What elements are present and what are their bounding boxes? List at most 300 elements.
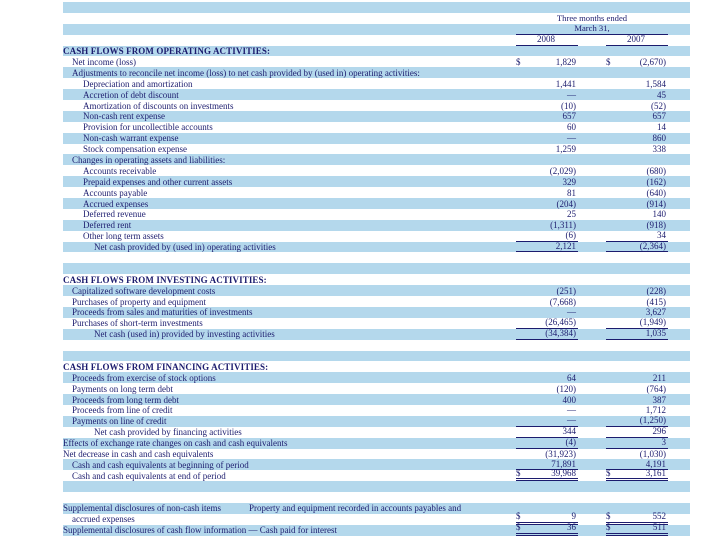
right-margin [668,35,690,46]
column-gap [578,242,606,253]
label-text: Capitalized software development costs [72,285,216,296]
amount: 39,968 [551,467,576,478]
value-2007 [606,67,668,78]
amount: (640) [646,187,666,198]
column-gap [578,416,606,427]
right-margin [668,100,690,111]
row-values [516,449,668,460]
row-label [63,438,516,448]
table-row [63,318,690,329]
value-2007 [606,416,668,427]
row-values [516,111,668,122]
amount: (764) [646,383,666,394]
amount: 64 [567,372,576,383]
label-text: Payments on line of credit [72,416,167,427]
row-values [516,405,668,416]
label-text: Net cash provided by financing activities [94,427,242,438]
dollar-sign: $ [516,522,521,533]
table-row [63,133,690,144]
table-row [63,383,690,394]
table-row [63,296,690,307]
row-values [516,522,668,536]
amount: 338 [652,144,666,155]
row-values [516,46,668,57]
value-2008 [516,285,578,296]
value-2007 [606,89,668,100]
amount: (204) [556,198,576,209]
column-gap [578,176,606,187]
row-label [63,133,516,143]
value-2007 [606,372,668,383]
value-2008 [516,78,578,89]
label-text: Amortization of discounts on investments [83,100,234,111]
right-margin [668,459,690,470]
value-2007 [606,427,668,438]
dollar-sign: $ [606,56,611,67]
column-gap [578,89,606,100]
table-row [63,372,690,383]
row-values [516,231,668,242]
label-text: accrued expenses [72,514,135,525]
value-2008 [516,242,578,253]
spacer-row [63,492,690,503]
row-values [516,274,668,285]
row-label [63,449,516,459]
amount: 296 [652,426,666,437]
amount: 3 [661,437,666,448]
column-gap [578,78,606,89]
amount: 9 [571,511,576,522]
row-label [63,177,516,187]
row-label [63,199,516,209]
right-margin [668,111,690,122]
row-values [516,78,668,89]
value-2007 [606,394,668,405]
spacer-row [63,351,690,362]
dollar-sign: $ [606,511,611,522]
value-2007 [606,318,668,329]
row-values [516,176,668,187]
right-margin [668,165,690,176]
table-row [63,35,690,46]
column-gap [578,231,606,242]
amount: (2,029) [549,165,576,176]
value-2007 [606,383,668,394]
right-margin [668,89,690,100]
amount: 657 [562,111,576,122]
row-label [63,79,516,89]
table-row [63,198,690,209]
row-label [63,68,516,78]
column-gap [578,329,606,340]
section-header-row [63,46,690,57]
value-2008 [516,438,578,449]
label-text: Accounts payable [83,187,148,198]
amount: — [567,405,576,416]
label-text: Proceeds from exercise of stock options [72,372,216,383]
table-row [63,405,690,416]
row-label [63,188,516,198]
label-text: Net decrease in cash and cash equivalents [63,449,214,459]
value-2008 [516,394,578,405]
table-row [63,522,690,536]
row-label [63,275,516,285]
value-2007 [606,329,668,340]
row-label [63,405,516,415]
table-row [63,285,690,296]
value-2008 [516,522,578,536]
column-gap [578,46,606,57]
value-2008 [516,361,578,372]
value-2008 [516,154,578,165]
amount: (415) [646,296,666,307]
table-row [63,242,690,253]
amount: (914) [646,198,666,209]
label-text: Other long term assets [83,231,164,242]
row-values [516,133,668,144]
column-gap [578,165,606,176]
table-row [63,503,690,514]
label-text: Accrued expenses [83,198,149,209]
column-gap [578,122,606,133]
table-row [63,67,690,78]
amount: 4,191 [645,458,666,469]
table-row [63,122,690,133]
column-gap [578,459,606,470]
row-label [63,307,516,317]
value-2008 [516,405,578,416]
amount: (52) [651,100,666,111]
value-2008 [516,89,578,100]
value-2008 [516,416,578,427]
row-label [63,220,516,230]
table-row [63,154,690,165]
row-label [63,329,516,339]
table-row [63,449,690,460]
amount: (251) [556,285,576,296]
amount: 25 [567,209,576,220]
right-margin [668,503,690,514]
amount: (680) [646,165,666,176]
row-label [63,460,516,470]
amount: 1,441 [555,78,576,89]
amount: 3,161 [645,467,666,478]
column-gap [578,100,606,111]
label-text: Net income (loss) [72,56,136,67]
value-2008 [516,503,578,514]
row-label [63,122,516,132]
value-2008 [516,133,578,144]
label-text: CASH FLOWS FROM FINANCING ACTIVITIES: [63,361,269,372]
right-margin [668,78,690,89]
column-gap [578,383,606,394]
right-margin [668,274,690,285]
row-label [63,90,516,100]
value-2008 [516,231,578,242]
value-2008 [516,383,578,394]
label-text: Non-cash rent expense [83,111,165,122]
right-margin [668,13,690,24]
amount: (1,949) [639,317,666,328]
label-text: Stock compensation expense [83,144,187,155]
value-2007 [606,449,668,460]
value-2008 [516,187,578,198]
value-2007 [606,56,668,67]
row-values [516,165,668,176]
label-text: Net cash (used in) provided by investing activities [94,329,275,340]
dollar-sign: $ [516,56,521,67]
table-row [63,416,690,427]
amount: 552 [652,511,666,522]
amount: (1,030) [639,449,666,459]
column-gap [578,307,606,318]
value-2008 [516,165,578,176]
column-gap [578,405,606,416]
value-2008 [516,307,578,318]
row-label [63,362,516,372]
row-values [516,361,668,372]
row-label [63,242,516,252]
label-text: Changes in operating assets and liabilities: [72,154,226,165]
value-2008 [516,100,578,111]
right-margin [668,144,690,155]
amount: 657 [652,111,666,122]
value-2008 [516,427,578,438]
row-label [63,155,516,165]
label-text: Effects of exchange rate changes on cash and cash equivalents [63,438,288,449]
row-values [516,122,668,133]
right-margin [668,405,690,416]
amount: 140 [652,209,666,220]
table-row [63,307,690,318]
row-label [63,318,516,328]
table-row [63,89,690,100]
spacer-row [63,252,690,263]
value-2007 [606,405,668,416]
column-gap [578,470,606,481]
column-gap [578,438,606,449]
amount: 211 [652,372,666,383]
amount: 81 [567,187,576,198]
right-margin [668,209,690,220]
column-gap [578,56,606,67]
row-values [516,67,668,78]
column-gap [578,198,606,209]
value-2007 [606,133,668,144]
value-2008 [516,449,578,460]
value-2008 [516,122,578,133]
amount: (1,250) [639,415,666,426]
period-header: March 31, [516,23,668,34]
amount: (34,384) [545,328,576,339]
column-gap [578,67,606,78]
right-margin [668,285,690,296]
right-margin [668,220,690,231]
label-text: Purchases of property and equipment [72,296,206,307]
row-values [516,242,668,253]
column-gap [578,154,606,165]
amount: 34 [657,230,666,241]
row-label [63,57,516,67]
amount: 60 [567,122,576,133]
spacer-row [63,263,690,274]
column-gap [578,209,606,220]
row-values [516,467,668,481]
column-gap [578,361,606,372]
right-margin [668,438,690,449]
table-row [63,144,690,155]
right-margin [668,24,690,35]
amount: — [567,89,576,100]
label-text: Provision for uncollectible accounts [83,122,213,133]
value-2007 [606,198,668,209]
value-2007 [606,122,668,133]
value-2007 [606,46,668,57]
column-gap [578,220,606,231]
row-values [516,56,668,67]
row-values [516,416,668,427]
row-values [516,427,668,438]
right-margin [668,361,690,372]
label-text-2: Property and equipment recorded in accounts payables and [248,503,462,514]
amount: (10) [561,100,576,111]
value-2008 [516,176,578,187]
label-text: Proceeds from line of credit [72,405,173,416]
amount: (228) [646,285,666,296]
right-margin [668,514,690,525]
label-text: Proceeds from long term debt [72,394,179,405]
amount: 1,584 [645,78,666,89]
right-margin [668,56,690,67]
amount: 71,891 [551,458,576,469]
table-row [63,165,690,176]
label-text: Supplemental disclosures of non-cash items [63,503,221,514]
row-values [516,198,668,209]
right-margin [668,372,690,383]
amount: (162) [646,176,666,187]
dollar-sign: $ [516,511,521,522]
dollar-sign: $ [606,467,611,478]
amount: 1,712 [645,405,666,416]
label-text: Depreciation and amortization [83,78,193,89]
table-row [63,78,690,89]
value-2007 [606,467,668,481]
right-margin [668,449,690,460]
right-margin [668,525,690,536]
table-row [63,511,690,525]
amount: 14 [657,122,666,133]
row-values [516,372,668,383]
value-2007 [606,522,668,536]
period-header: Three months ended [556,13,628,24]
label-text: Prepaid expenses and other current assets [83,176,233,187]
table-row [63,394,690,405]
row-label [63,471,516,481]
row-label [63,297,516,307]
table-row [63,56,690,67]
row-values [516,220,668,231]
column-gap [578,427,606,438]
amount: (120) [556,383,576,394]
label-text: Non-cash warrant expense [83,133,179,144]
row-values [516,329,668,340]
value-2007 [606,438,668,449]
value-2008 [516,372,578,383]
right-margin [668,416,690,427]
label-text: CASH FLOWS FROM INVESTING ACTIVITIES: [63,274,267,285]
amount: 860 [652,133,666,144]
table-row [63,187,690,198]
row-label [63,416,516,426]
amount: (1,311) [550,220,576,231]
spacer-row [63,481,690,492]
amount: 1,829 [555,56,576,67]
amount: 1,035 [645,328,666,339]
row-values [516,89,668,100]
amount: 2,121 [555,241,576,252]
column-gap [578,133,606,144]
value-2008 [516,296,578,307]
row-label [63,209,516,219]
right-margin [668,154,690,165]
row-values [516,144,668,155]
table-row [63,467,690,481]
label-text: Accounts receivable [83,165,157,176]
amount: 1,259 [555,144,576,155]
label-text: Net cash provided by (used in) operating activities [94,242,276,253]
row-label [63,503,516,513]
row-values [516,307,668,318]
value-2007 [606,307,668,318]
column-gap [578,318,606,329]
row-label [63,427,516,437]
value-2008 [516,46,578,57]
column-gap [578,187,606,198]
right-margin [668,242,690,253]
column-gap [578,372,606,383]
value-2007 [606,144,668,155]
right-margin [668,383,690,394]
right-margin [668,133,690,144]
value-2008 [516,198,578,209]
row-values [516,187,668,198]
right-margin [668,394,690,405]
value-2007 [606,231,668,242]
row-label [63,144,516,154]
value-2007 [606,165,668,176]
column-gap [578,274,606,285]
right-margin [668,198,690,209]
value-2007 [606,242,668,253]
amount: — [567,133,576,144]
row-label [63,514,516,524]
right-margin [668,427,690,438]
row-values [516,100,668,111]
row-label [63,231,516,241]
amount: 387 [652,394,666,405]
column-gap [578,144,606,155]
column-gap [578,394,606,405]
column-gap [578,285,606,296]
section-header-row [63,274,690,285]
value-2008 [516,67,578,78]
column-gap [578,525,606,536]
amount: — [567,307,576,318]
amount: (6) [565,230,576,241]
value-2007 [606,361,668,372]
label-text: Deferred revenue [83,209,146,220]
column-gap [578,449,606,460]
